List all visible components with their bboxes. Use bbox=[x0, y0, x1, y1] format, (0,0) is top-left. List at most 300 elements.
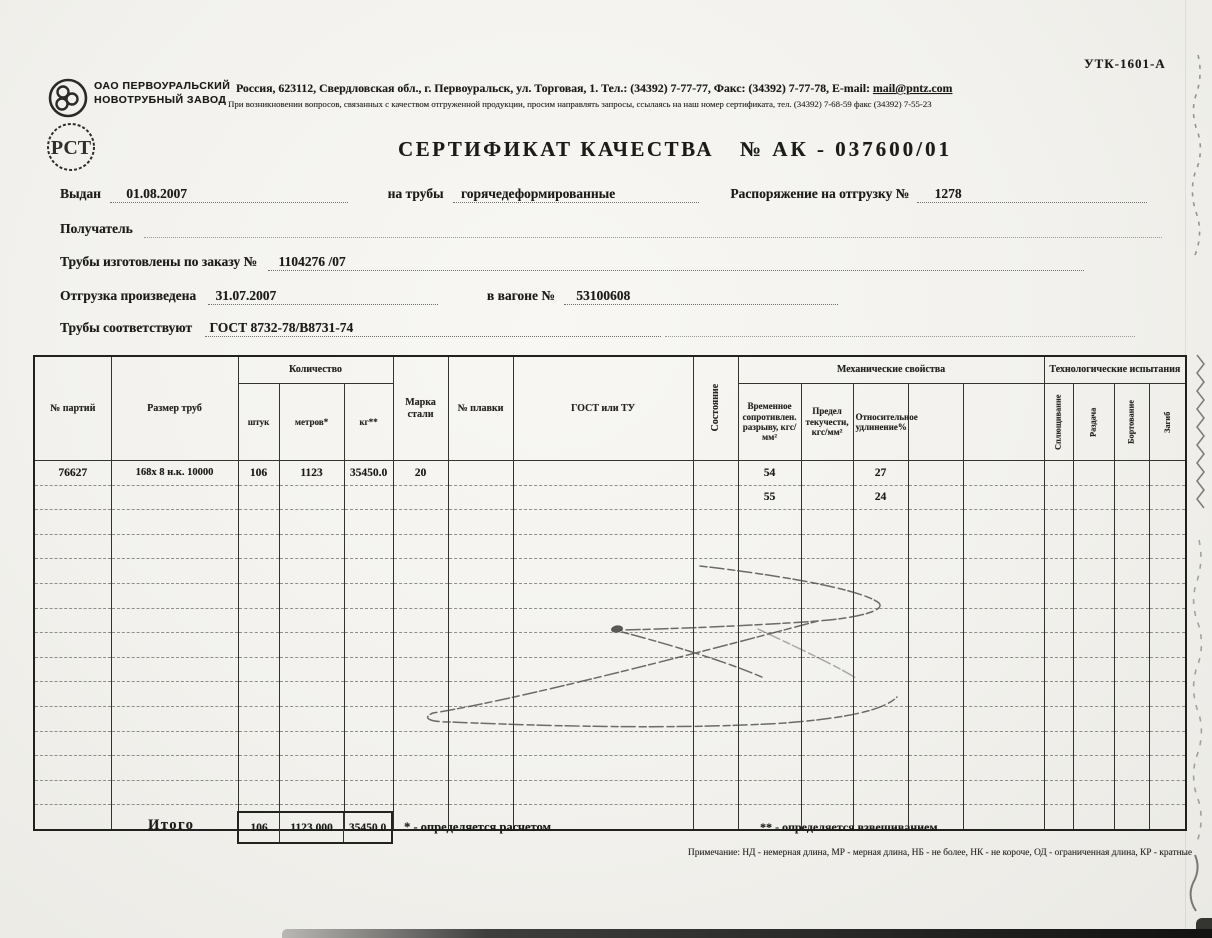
table-cell bbox=[111, 731, 238, 756]
table-cell bbox=[801, 583, 853, 608]
table-cell bbox=[1149, 461, 1186, 486]
table-cell bbox=[1149, 756, 1186, 781]
col-header-condition: Состояние bbox=[693, 356, 738, 461]
table-cell bbox=[111, 559, 238, 584]
table-cell bbox=[344, 534, 393, 559]
table-cell bbox=[279, 485, 344, 510]
svg-text:РСТ: РСТ bbox=[50, 137, 92, 159]
conform-value: ГОСТ 8732-78/В8731-74 bbox=[205, 320, 661, 337]
table-cell bbox=[513, 682, 693, 707]
table-cell bbox=[344, 608, 393, 633]
group-header-mechanical: Механические свойства bbox=[738, 356, 1044, 384]
table-cell bbox=[801, 559, 853, 584]
table-cell bbox=[238, 731, 279, 756]
table-cell bbox=[693, 608, 738, 633]
table-cell bbox=[279, 731, 344, 756]
table-cell bbox=[1073, 485, 1114, 510]
company-name bbox=[94, 80, 230, 107]
table-cell bbox=[1073, 559, 1114, 584]
table-cell bbox=[393, 706, 448, 731]
table-cell bbox=[1044, 608, 1073, 633]
table-cell bbox=[1044, 583, 1073, 608]
table-cell bbox=[448, 485, 513, 510]
table-cell bbox=[34, 633, 111, 658]
table-cell bbox=[1114, 805, 1149, 830]
table-cell bbox=[34, 485, 111, 510]
table-cell bbox=[1073, 608, 1114, 633]
conform-label: Трубы соответствуют bbox=[60, 320, 193, 335]
table-cell bbox=[963, 534, 1044, 559]
table-cell bbox=[1114, 583, 1149, 608]
table-cell bbox=[34, 657, 111, 682]
table-row bbox=[34, 657, 1186, 682]
table-cell bbox=[1044, 805, 1073, 830]
table-cell bbox=[238, 780, 279, 805]
table-cell bbox=[111, 485, 238, 510]
table-cell bbox=[34, 756, 111, 781]
table-cell bbox=[279, 559, 344, 584]
table-cell bbox=[908, 657, 963, 682]
contact-text: Россия, 623112, Свердловская обл., г. Первоуральск, ул. Торговая, 1. Тел.: (34392) 7-77-77, Факс: (34392) 7-77-78, E-mail: bbox=[236, 81, 873, 95]
table-cell bbox=[693, 756, 738, 781]
table-cell bbox=[1114, 706, 1149, 731]
receiver-label: Получатель bbox=[60, 221, 133, 236]
table-cell bbox=[1149, 485, 1186, 510]
table-cell bbox=[111, 682, 238, 707]
table-row bbox=[34, 756, 1186, 781]
table-cell bbox=[34, 706, 111, 731]
table-cell bbox=[801, 510, 853, 535]
col-header-batch: № партий bbox=[34, 356, 111, 461]
table-cell bbox=[908, 583, 963, 608]
table-cell bbox=[1044, 510, 1073, 535]
table-cell bbox=[963, 559, 1044, 584]
table-cell bbox=[1149, 731, 1186, 756]
col-header-yield: Предел текучести, кгс/мм² bbox=[801, 384, 853, 461]
table-cell bbox=[111, 780, 238, 805]
table-cell bbox=[853, 583, 908, 608]
shipping-order-label: Распоряжение на отгрузку № bbox=[730, 186, 910, 201]
table-cell bbox=[853, 682, 908, 707]
table-cell bbox=[963, 780, 1044, 805]
table-cell bbox=[693, 583, 738, 608]
table-cell: 35450.0 bbox=[344, 461, 393, 486]
table-cell bbox=[238, 583, 279, 608]
table-cell bbox=[1114, 780, 1149, 805]
table-cell bbox=[1149, 510, 1186, 535]
table-cell bbox=[448, 706, 513, 731]
table-cell bbox=[513, 780, 693, 805]
table-cell bbox=[513, 706, 693, 731]
table-cell bbox=[111, 633, 238, 658]
table-cell bbox=[1073, 583, 1114, 608]
table-cell bbox=[853, 756, 908, 781]
table-cell bbox=[963, 510, 1044, 535]
totals-pcs: 106 bbox=[239, 813, 280, 842]
pipes-value: горячедеформированные bbox=[453, 186, 699, 203]
table-cell bbox=[513, 756, 693, 781]
table-cell bbox=[801, 657, 853, 682]
table-cell bbox=[853, 731, 908, 756]
shipment-label: Отгрузка произведена bbox=[60, 288, 197, 303]
scan-corner-shadow bbox=[1196, 918, 1212, 938]
table-cell bbox=[1073, 731, 1114, 756]
table-cell bbox=[344, 780, 393, 805]
table-cell bbox=[111, 583, 238, 608]
conform-blank bbox=[665, 320, 1135, 337]
table-cell bbox=[34, 510, 111, 535]
company-name-line1: ОАО ПЕРВОУРАЛЬСКИЙ bbox=[94, 80, 231, 92]
table-cell: 76627 bbox=[34, 461, 111, 486]
col-header-expansion: Раздача bbox=[1073, 384, 1114, 461]
table-cell bbox=[513, 583, 693, 608]
col-header-meters: метров* bbox=[279, 384, 344, 461]
table-cell bbox=[963, 731, 1044, 756]
table-cell bbox=[738, 608, 801, 633]
table-cell bbox=[738, 534, 801, 559]
table-cell bbox=[448, 731, 513, 756]
pipes-table bbox=[33, 355, 1187, 831]
table-cell bbox=[908, 682, 963, 707]
table-cell bbox=[393, 780, 448, 805]
col-header-pcs: штук bbox=[238, 384, 279, 461]
table-cell bbox=[344, 682, 393, 707]
table-cell bbox=[801, 731, 853, 756]
certificate-number: № АК - 037600/01 bbox=[739, 137, 952, 161]
table-cell bbox=[801, 608, 853, 633]
issued-value: 01.08.2007 bbox=[110, 186, 348, 203]
table-cell bbox=[1114, 731, 1149, 756]
col-header-heat: № плавки bbox=[448, 356, 513, 461]
col-header-elongation: Относительное удлинение% bbox=[853, 384, 908, 461]
table-cell bbox=[738, 756, 801, 781]
table-cell bbox=[853, 608, 908, 633]
table-row bbox=[34, 608, 1186, 633]
table-cell bbox=[693, 682, 738, 707]
conform-row bbox=[60, 320, 1135, 337]
table-cell bbox=[1149, 780, 1186, 805]
col-header-flattening: Сплющивание bbox=[1044, 384, 1073, 461]
table-cell bbox=[853, 633, 908, 658]
contact-line bbox=[236, 81, 1116, 96]
table-cell bbox=[1044, 657, 1073, 682]
table-cell: 54 bbox=[738, 461, 801, 486]
table-row bbox=[34, 682, 1186, 707]
table-cell bbox=[344, 731, 393, 756]
table-cell bbox=[513, 510, 693, 535]
table-cell bbox=[963, 461, 1044, 486]
table-cell bbox=[344, 633, 393, 658]
table-cell bbox=[963, 756, 1044, 781]
company-logo-icon bbox=[46, 76, 90, 125]
table-cell bbox=[908, 706, 963, 731]
made-by-order-row bbox=[60, 254, 1084, 271]
table-cell: 24 bbox=[853, 485, 908, 510]
table-cell bbox=[238, 534, 279, 559]
table-cell bbox=[738, 706, 801, 731]
table-cell bbox=[738, 583, 801, 608]
table-cell bbox=[111, 608, 238, 633]
table-cell bbox=[513, 608, 693, 633]
table-cell bbox=[801, 461, 853, 486]
table-cell bbox=[1149, 534, 1186, 559]
table-cell bbox=[513, 731, 693, 756]
col-header-flanging: Бортование bbox=[1114, 384, 1149, 461]
table-cell bbox=[853, 510, 908, 535]
table-cell bbox=[1073, 682, 1114, 707]
table-cell bbox=[279, 608, 344, 633]
table-cell bbox=[693, 485, 738, 510]
table-cell bbox=[344, 706, 393, 731]
group-header-technological: Технологические испытания bbox=[1044, 356, 1186, 384]
table-cell bbox=[1044, 461, 1073, 486]
table-cell bbox=[963, 682, 1044, 707]
table-cell bbox=[513, 485, 693, 510]
table-cell bbox=[111, 657, 238, 682]
table-cell bbox=[693, 731, 738, 756]
table-cell bbox=[908, 633, 963, 658]
table-cell bbox=[393, 485, 448, 510]
table-cell bbox=[693, 461, 738, 486]
table-row bbox=[34, 731, 1186, 756]
table-cell bbox=[279, 756, 344, 781]
table-cell bbox=[238, 633, 279, 658]
table-cell bbox=[1073, 534, 1114, 559]
table-cell bbox=[111, 510, 238, 535]
table-cell bbox=[1114, 657, 1149, 682]
table-cell bbox=[908, 731, 963, 756]
table-cell bbox=[693, 805, 738, 830]
contact-email: mail@pntz.com bbox=[872, 81, 953, 95]
table-cell bbox=[393, 657, 448, 682]
table-cell bbox=[1149, 657, 1186, 682]
table-cell bbox=[393, 682, 448, 707]
footnote-double-star: ** - определяется взвешиванием bbox=[760, 820, 938, 834]
table-cell bbox=[344, 485, 393, 510]
wagon-label: в вагоне № bbox=[486, 288, 555, 303]
table-cell bbox=[111, 756, 238, 781]
table-cell bbox=[738, 657, 801, 682]
table-cell bbox=[801, 682, 853, 707]
table-cell bbox=[1114, 756, 1149, 781]
table-row bbox=[34, 780, 1186, 805]
col-header-kg: кг** bbox=[344, 384, 393, 461]
table-cell bbox=[738, 633, 801, 658]
table-cell bbox=[238, 559, 279, 584]
table-cell bbox=[853, 559, 908, 584]
totals-meters: 1123.000 bbox=[280, 813, 344, 842]
receiver-value bbox=[144, 221, 1162, 238]
table-cell bbox=[344, 583, 393, 608]
table-cell bbox=[1073, 633, 1114, 658]
table-cell bbox=[963, 805, 1044, 830]
totals-label: Итого bbox=[148, 817, 195, 833]
table-cell bbox=[963, 608, 1044, 633]
table-cell bbox=[1044, 682, 1073, 707]
table-cell bbox=[1149, 706, 1186, 731]
table-cell bbox=[448, 780, 513, 805]
scan-bottom-shadow bbox=[282, 929, 1212, 938]
table-cell bbox=[513, 559, 693, 584]
table-cell bbox=[448, 682, 513, 707]
col-header-size: Размер труб bbox=[111, 356, 238, 461]
table-cell bbox=[393, 731, 448, 756]
table-row bbox=[34, 461, 1186, 486]
table-cell bbox=[908, 461, 963, 486]
table-cell bbox=[448, 534, 513, 559]
table-cell bbox=[238, 485, 279, 510]
col-header-bend: Загиб bbox=[1149, 384, 1186, 461]
table-cell bbox=[344, 559, 393, 584]
table-cell bbox=[1073, 461, 1114, 486]
table-cell bbox=[1114, 608, 1149, 633]
abbreviations-note: Примечание: НД - немерная длина, МР - мерная длина, НБ - не более, НК - не короче, ОД - ограниченная длина, КР - кратные bbox=[687, 848, 1192, 858]
table-cell: 20 bbox=[393, 461, 448, 486]
table-cell bbox=[908, 510, 963, 535]
table-cell bbox=[1073, 805, 1114, 830]
table-cell bbox=[448, 756, 513, 781]
table-cell bbox=[1149, 805, 1186, 830]
company-name-line2: НОВОТРУБНЫЙ ЗАВОД bbox=[94, 93, 227, 106]
table-cell bbox=[1073, 756, 1114, 781]
table-cell bbox=[1044, 780, 1073, 805]
table-cell bbox=[1044, 633, 1073, 658]
table-cell bbox=[34, 731, 111, 756]
document-title bbox=[398, 137, 952, 162]
table-cell bbox=[393, 756, 448, 781]
shipping-order-value: 1278 bbox=[917, 186, 1147, 203]
table-row bbox=[34, 805, 1186, 830]
table-cell bbox=[963, 706, 1044, 731]
table-cell bbox=[1114, 633, 1149, 658]
table-cell bbox=[344, 657, 393, 682]
col-header-blank2 bbox=[963, 384, 1044, 461]
table-cell bbox=[963, 583, 1044, 608]
table-cell bbox=[393, 608, 448, 633]
table-cell bbox=[1149, 583, 1186, 608]
table-cell bbox=[693, 633, 738, 658]
table-cell bbox=[1114, 559, 1149, 584]
table-cell bbox=[448, 608, 513, 633]
table-cell bbox=[963, 485, 1044, 510]
notice-line: При возникновении вопросов, связанных с качеством отгруженной продукции, просим направлять запросы, ссылаясь на наш номер сертификата, тел. (34392) 7-68-59 факс (34392) 7-55-23 bbox=[228, 99, 932, 109]
table-cell bbox=[279, 706, 344, 731]
table-cell bbox=[1044, 559, 1073, 584]
table-cell bbox=[238, 608, 279, 633]
table-row bbox=[34, 510, 1186, 535]
table-cell bbox=[448, 510, 513, 535]
rst-certification-stamp-icon bbox=[44, 120, 98, 179]
table-cell bbox=[238, 706, 279, 731]
table-cell bbox=[393, 510, 448, 535]
table-cell bbox=[344, 510, 393, 535]
table-cell bbox=[738, 510, 801, 535]
table-cell bbox=[801, 633, 853, 658]
wagon-value: 53100608 bbox=[564, 288, 838, 305]
footnote-star: * - определяется расчетом bbox=[404, 820, 551, 834]
table-cell bbox=[279, 534, 344, 559]
table-cell bbox=[448, 657, 513, 682]
form-code: УТК-1601-А bbox=[1084, 56, 1166, 71]
table-cell bbox=[238, 657, 279, 682]
table-row bbox=[34, 583, 1186, 608]
col-header-blank1 bbox=[908, 384, 963, 461]
col-header-gost: ГОСТ или ТУ bbox=[513, 356, 693, 461]
table-cell bbox=[963, 657, 1044, 682]
table-cell bbox=[1114, 510, 1149, 535]
table-cell bbox=[279, 780, 344, 805]
table-cell bbox=[1044, 485, 1073, 510]
table-row bbox=[34, 485, 1186, 510]
table-cell bbox=[34, 780, 111, 805]
table-cell bbox=[448, 559, 513, 584]
table-cell bbox=[801, 756, 853, 781]
totals-kg: 35450.0 bbox=[348, 821, 387, 834]
table-cell bbox=[1149, 633, 1186, 658]
made-by-order-value: 1104276 /07 bbox=[268, 254, 1084, 271]
table-cell: 168х 8 н.к. 10000 bbox=[111, 461, 238, 486]
title-text: СЕРТИФИКАТ КАЧЕСТВА bbox=[398, 137, 714, 161]
table-cell bbox=[963, 633, 1044, 658]
table-cell bbox=[279, 583, 344, 608]
table-cell bbox=[693, 706, 738, 731]
table-cell bbox=[908, 534, 963, 559]
table-cell bbox=[393, 534, 448, 559]
table-cell bbox=[393, 559, 448, 584]
totals-box bbox=[237, 811, 393, 844]
table-cell bbox=[693, 534, 738, 559]
table-cell bbox=[1073, 657, 1114, 682]
table-cell bbox=[111, 706, 238, 731]
table-cell bbox=[513, 657, 693, 682]
table-row bbox=[34, 534, 1186, 559]
group-header-quantity: Количество bbox=[238, 356, 393, 384]
table-cell bbox=[738, 559, 801, 584]
table-cell bbox=[34, 682, 111, 707]
pipes-label: на трубы bbox=[387, 186, 444, 201]
table-cell bbox=[908, 756, 963, 781]
table-row bbox=[34, 559, 1186, 584]
receiver-row bbox=[60, 221, 1162, 238]
table-cell bbox=[34, 608, 111, 633]
table-cell bbox=[448, 461, 513, 486]
table-cell bbox=[801, 780, 853, 805]
table-cell bbox=[513, 461, 693, 486]
table-cell bbox=[1044, 534, 1073, 559]
table-cell bbox=[1114, 534, 1149, 559]
table-cell bbox=[801, 485, 853, 510]
table-cell bbox=[238, 682, 279, 707]
table-cell bbox=[908, 780, 963, 805]
table-cell bbox=[801, 534, 853, 559]
table-cell bbox=[513, 633, 693, 658]
table-cell bbox=[1149, 608, 1186, 633]
issued-row bbox=[60, 186, 1147, 203]
table-cell: 55 bbox=[738, 485, 801, 510]
table-cell: 1123 bbox=[279, 461, 344, 486]
table-cell bbox=[738, 682, 801, 707]
table-cell bbox=[1114, 461, 1149, 486]
table-cell bbox=[448, 583, 513, 608]
table-cell bbox=[853, 706, 908, 731]
table-cell bbox=[34, 534, 111, 559]
table-row bbox=[34, 706, 1186, 731]
table-cell bbox=[1149, 559, 1186, 584]
table-cell bbox=[393, 633, 448, 658]
table-cell bbox=[279, 657, 344, 682]
table-cell bbox=[801, 706, 853, 731]
table-cell bbox=[1114, 682, 1149, 707]
